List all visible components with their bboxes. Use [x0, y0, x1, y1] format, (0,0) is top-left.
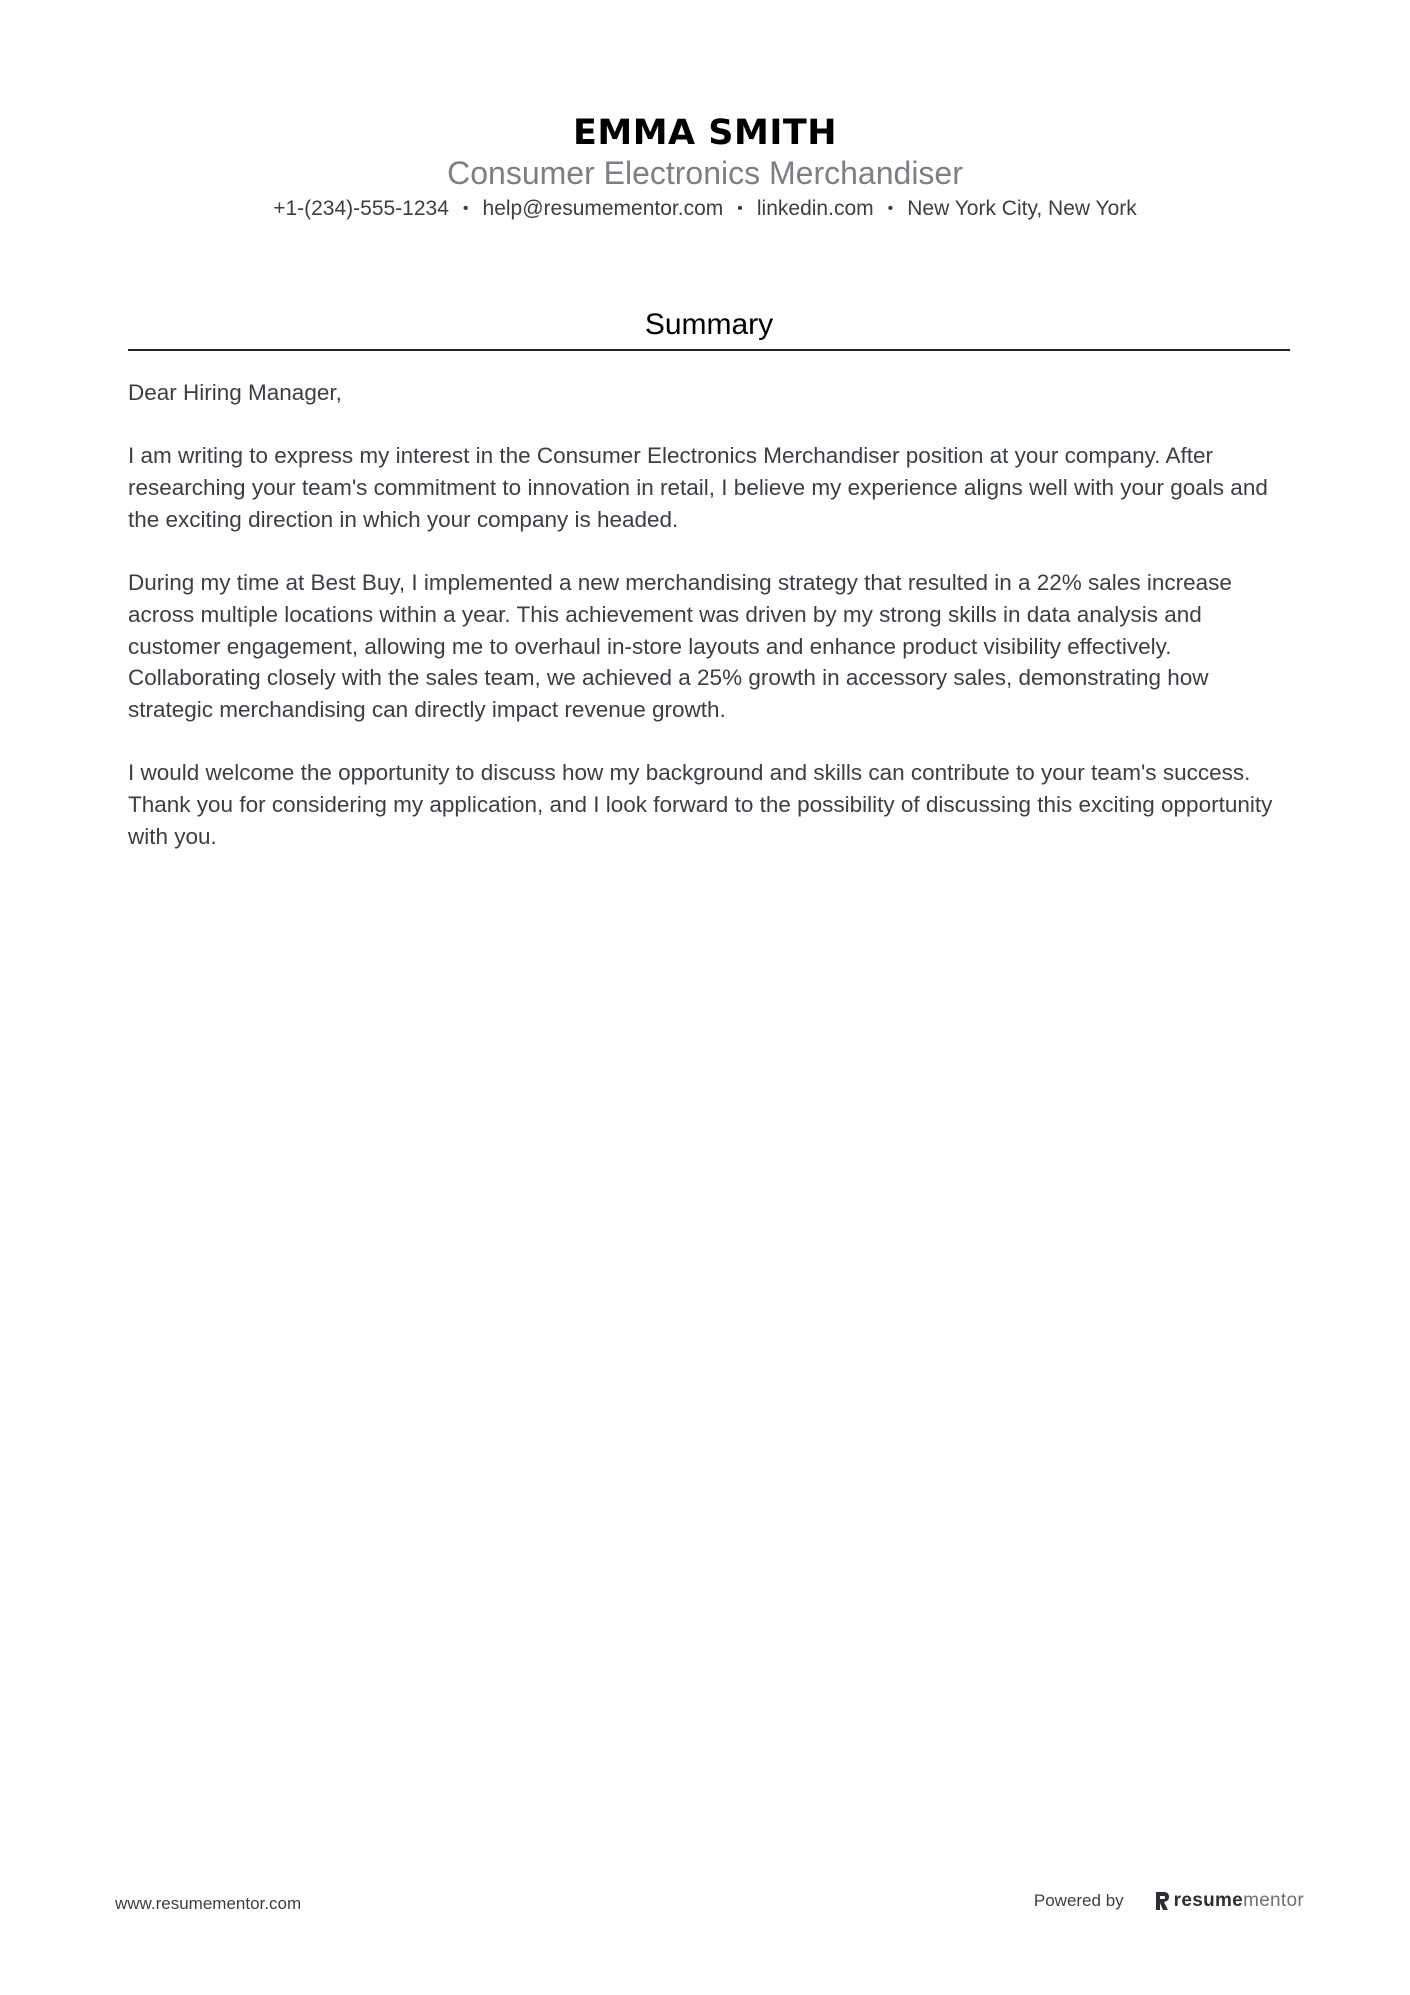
- footer-branding: [1034, 1890, 1304, 1912]
- candidate-name: EMMA SMITH: [572, 113, 838, 153]
- candidate-title: Consumer Electronics Merchandiser: [447, 155, 963, 191]
- letter-paragraph: I am writing to express my interest in the Consumer Electronics Merchandiser position at your company. After researching your team's commitment to innovation in retail, I believe my experience aligns well with your goals and the exciting direction in which your company is headed.: [128, 443, 1268, 532]
- letter-salutation: Dear Hiring Manager,: [128, 380, 342, 405]
- contact-email[interactable]: help@resumementor.com: [482, 197, 724, 220]
- summary-body: [128, 377, 1290, 853]
- footer-website[interactable]: www.resumementor.com: [115, 1894, 302, 1913]
- contact-location: New York City, New York: [907, 197, 1137, 220]
- resumementor-logo-icon: [1154, 1891, 1170, 1911]
- contact-phone: +1-(234)-555-1234: [273, 197, 449, 220]
- resume-header: [0, 112, 1410, 224]
- summary-section: [128, 305, 1290, 884]
- contact-separator: •: [462, 200, 469, 217]
- brand-logo[interactable]: [1154, 1890, 1304, 1912]
- summary-heading: Summary: [128, 305, 1290, 351]
- contact-line: [0, 196, 1410, 224]
- letter-paragraph: I would welcome the opportunity to discuss how my background and skills can contribute to your team's success. Thank you for considering my application, and I look forward to the possibility of discussing this exciting opportunity with you.: [128, 760, 1273, 849]
- contact-separator: •: [737, 200, 743, 217]
- brand-text-mentor: mentor: [1243, 1890, 1304, 1911]
- powered-by-label: Powered by: [1033, 1891, 1124, 1910]
- contact-linkedin[interactable]: linkedin.com: [756, 197, 874, 220]
- brand-text-resume: resume: [1173, 1890, 1244, 1911]
- letter-paragraph: During my time at Best Buy, I implemented a new merchandising strategy that resulted in a 22% sales increase across multiple locations within a year. This achievement was driven by my strong skills in data analysis and customer engagement, allowing me to overhaul in-store layouts and enhance product visibility effectively. Collaborating closely with the sales team, we achieved a 25% growth in accessory sales, demonstrating how strategic merchandising can directly impact revenue growth.: [128, 570, 1232, 722]
- contact-separator: •: [887, 200, 894, 217]
